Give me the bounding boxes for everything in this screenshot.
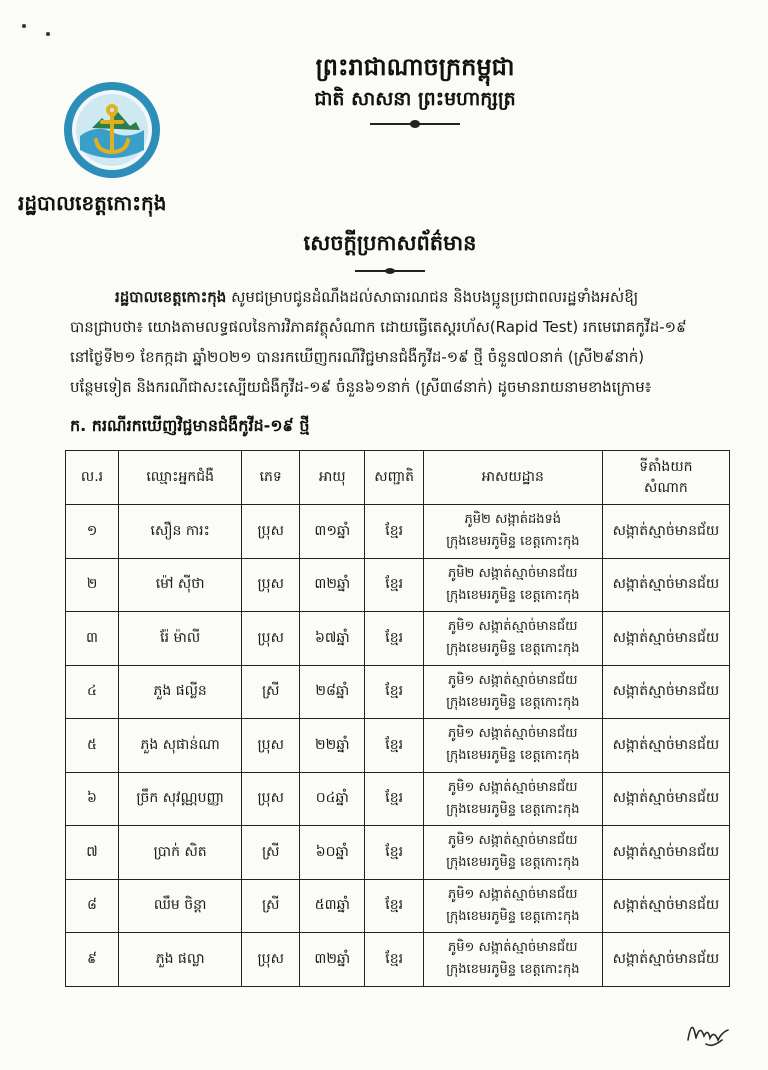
scan-speck [22,24,26,28]
cell-location: សង្កាត់ស្មាច់មានជ័យ [602,933,729,987]
address-line-2: ក្រុងខេមរភូមិន្ទ ខេត្តកោះកុង [446,801,580,817]
signature-initials [682,1010,732,1050]
cell-address [423,719,602,773]
cell-no: ៥ [66,719,119,773]
header-sample-location [602,451,729,505]
paragraph-line-1-text: សូមជម្រាបជូនដំណឹងដល់សាធារណជន និងបងប្អូនប្រជាពលរដ្ឋទាំងអស់ឱ្យ [231,288,639,306]
document-header [250,50,580,128]
cell-sex: ប្រុស [242,933,300,987]
title-ornament [355,268,425,274]
cell-nationality: ខ្មែរ [365,879,423,933]
cell-address [423,612,602,666]
header-location-line-2: សំណាក [644,479,688,496]
cell-name: ភួង ផល្លា [119,933,242,987]
cell-address [423,879,602,933]
national-motto: ជាតិ សាសនា ព្រះមហាក្សត្រ [314,88,516,110]
cell-location: សង្កាត់ស្មាច់មានជ័យ [602,772,729,826]
address-line-1: ភូមិ១ សង្កាត់ស្មាច់មានជ័យ [448,619,578,635]
cell-name: រ៉ែ ម៉ាលី [119,612,242,666]
cell-age: ៥៣ឆ្នាំ [300,879,365,933]
address-line-1: ភូមិ១ សង្កាត់ស្មាច់មានជ័យ [448,940,578,956]
cell-location: សង្កាត់ស្មាច់មានជ័យ [602,665,729,719]
paragraph-line-1 [70,282,725,312]
cell-age: ៣១ឆ្នាំ [300,505,365,559]
cell-sex: ស្រី [242,879,300,933]
cell-location: សង្កាត់ស្មាច់មានជ័យ [602,505,729,559]
provincial-seal-logo [62,80,162,180]
cell-nationality: ខ្មែរ [365,558,423,612]
cell-location: សង្កាត់ស្មាច់មានជ័យ [602,719,729,773]
section-heading: ក. ករណីរកឃើញវិជ្ជមានជំងឺកូវីដ-១៩ ថ្មី [70,416,310,435]
cell-age: ៦០ឆ្នាំ [300,826,365,880]
cell-location: សង្កាត់ស្មាច់មានជ័យ [602,879,729,933]
paragraph-line-2: បានជ្រាបថា៖ យោងតាមលទ្ធផលនៃការវិភាគវត្ថុសំណាក ដោយធ្វើតេស្តរហ័ស(Rapid Test) រកមេរោគកូវីដ-១៩ [70,318,687,336]
paragraph-line-4: បន្ថែមទៀត និងករណីជាសះស្បើយជំងឺកូវីដ-១៩ ចំនួន៦១នាក់ (ស្រី៣៨នាក់) ដូចមានរាយនាមខាងក្រោម៖ [70,378,652,396]
cell-nationality: ខ្មែរ [365,612,423,666]
address-line-1: ភូមិ១ សង្កាត់ស្មាច់មានជ័យ [448,726,578,742]
cell-address [423,826,602,880]
address-line-2: ក្រុងខេមរភូមិន្ទ ខេត្តកោះកុង [446,641,580,657]
address-line-2: ក្រុងខេមរភូមិន្ទ ខេត្តកោះកុង [446,587,580,603]
cell-location: សង្កាត់ស្មាច់មានជ័យ [602,612,729,666]
cell-sex: ស្រី [242,826,300,880]
announcement-paragraph [70,282,725,402]
cell-name: ភួង ផល្លីន [119,665,242,719]
cell-nationality: ខ្មែរ [365,665,423,719]
header-sex: ភេទ [242,451,300,505]
address-line-2: ក្រុងខេមរភូមិន្ទ ខេត្តកោះកុង [446,694,580,710]
address-line-1: ភូមិ២ សង្កាត់ដងទង់ [464,512,562,528]
cell-name: សឿន ការះ [119,505,242,559]
cell-address [423,933,602,987]
header-no: ល.រ [66,451,119,505]
cell-name: ឈឹម ចិន្តា [119,879,242,933]
cell-no: ៦ [66,772,119,826]
document-title: សេចក្ដីប្រកាសព័ត៌មាន [303,231,477,255]
cell-age: ៣២ឆ្នាំ [300,933,365,987]
table-row [66,665,730,719]
cell-location: សង្កាត់ស្មាច់មានជ័យ [602,558,729,612]
cell-nationality: ខ្មែរ [365,933,423,987]
cell-name: ម៉ៅ ស៊ីថា [119,558,242,612]
header-name: ឈ្មោះអ្នកជំងឺ [119,451,242,505]
cell-no: ៣ [66,612,119,666]
cell-sex: ប្រុស [242,719,300,773]
address-line-1: ភូមិ២ សង្កាត់ស្មាច់មានជ័យ [448,565,578,581]
table-header-row [66,451,730,505]
table-row [66,719,730,773]
cases-table [65,450,730,987]
table-row [66,612,730,666]
cell-age: ០៤ឆ្នាំ [300,772,365,826]
header-age: អាយុ [300,451,365,505]
cell-sex: ប្រុស [242,558,300,612]
cell-age: ២៨ឆ្នាំ [300,665,365,719]
cell-age: ៦៧ឆ្នាំ [300,612,365,666]
cell-sex: ប្រុស [242,505,300,559]
cell-name: ប្រាក់ សិត [119,826,242,880]
address-line-2: ក្រុងខេមរភូមិន្ទ ខេត្តកោះកុង [446,908,580,924]
cell-name: ភួង សុផាន់ណា [119,719,242,773]
paragraph-lead: រដ្ឋបាលខេត្តកោះកុង [115,288,227,306]
cell-no: ៨ [66,879,119,933]
header-ornament [370,120,460,128]
signature-stroke [688,1027,728,1045]
cell-address [423,772,602,826]
header-nationality: សញ្ជាតិ [365,451,423,505]
cell-age: ៣២ឆ្នាំ [300,558,365,612]
cell-sex: ស្រី [242,665,300,719]
cell-no: ៤ [66,665,119,719]
cell-address [423,665,602,719]
cell-nationality: ខ្មែរ [365,772,423,826]
cell-location: សង្កាត់ស្មាច់មានជ័យ [602,826,729,880]
header-location-line-1: ទីតាំងយក [639,458,693,475]
table-row [66,558,730,612]
cell-address [423,558,602,612]
cell-no: ៩ [66,933,119,987]
cell-no: ១ [66,505,119,559]
cell-sex: ប្រុស [242,772,300,826]
address-line-2: ក្រុងខេមរភូមិន្ទ ខេត្តកោះកុង [446,855,580,871]
table-row [66,826,730,880]
cell-no: ២ [66,558,119,612]
scan-speck [46,32,50,36]
table-row [66,879,730,933]
cell-nationality: ខ្មែរ [365,505,423,559]
table-row [66,505,730,559]
table-row [66,933,730,987]
cell-age: ២២ឆ្នាំ [300,719,365,773]
address-line-2: ក្រុងខេមរភូមិន្ទ ខេត្តកោះកុង [446,962,580,978]
cell-nationality: ខ្មែរ [365,826,423,880]
cell-address [423,505,602,559]
address-line-1: ភូមិ១ សង្កាត់ស្មាច់មានជ័យ [448,833,578,849]
address-line-1: ភូមិ១ សង្កាត់ស្មាច់មានជ័យ [448,672,578,688]
cell-no: ៧ [66,826,119,880]
issuing-authority: រដ្ឋបាលខេត្តកោះកុង [18,191,167,215]
kingdom-title: ព្រះរាជាណាចក្រកម្ពុជា [315,53,515,81]
cell-nationality: ខ្មែរ [365,719,423,773]
address-line-1: ភូមិ១ សង្កាត់ស្មាច់មានជ័យ [448,886,578,902]
table-row [66,772,730,826]
header-address: អាសយដ្ឋាន [423,451,602,505]
cell-sex: ប្រុស [242,612,300,666]
address-line-2: ក្រុងខេមរភូមិន្ទ ខេត្តកោះកុង [446,534,580,550]
address-line-1: ភូមិ១ សង្កាត់ស្មាច់មានជ័យ [448,779,578,795]
cell-name: ច្រឹក សុវណ្ណបញ្ញា [119,772,242,826]
address-line-2: ក្រុងខេមរភូមិន្ទ ខេត្តកោះកុង [446,748,580,764]
paragraph-line-3: នៅថ្ងៃទី២១ ខែកក្កដា ឆ្នាំ២០២១ បានរកឃើញករណីវិជ្ជមានជំងឺកូវីដ-១៩ ថ្មី ចំនួន៧០នាក់ (ស្រី២៩នាក់) [70,348,645,366]
